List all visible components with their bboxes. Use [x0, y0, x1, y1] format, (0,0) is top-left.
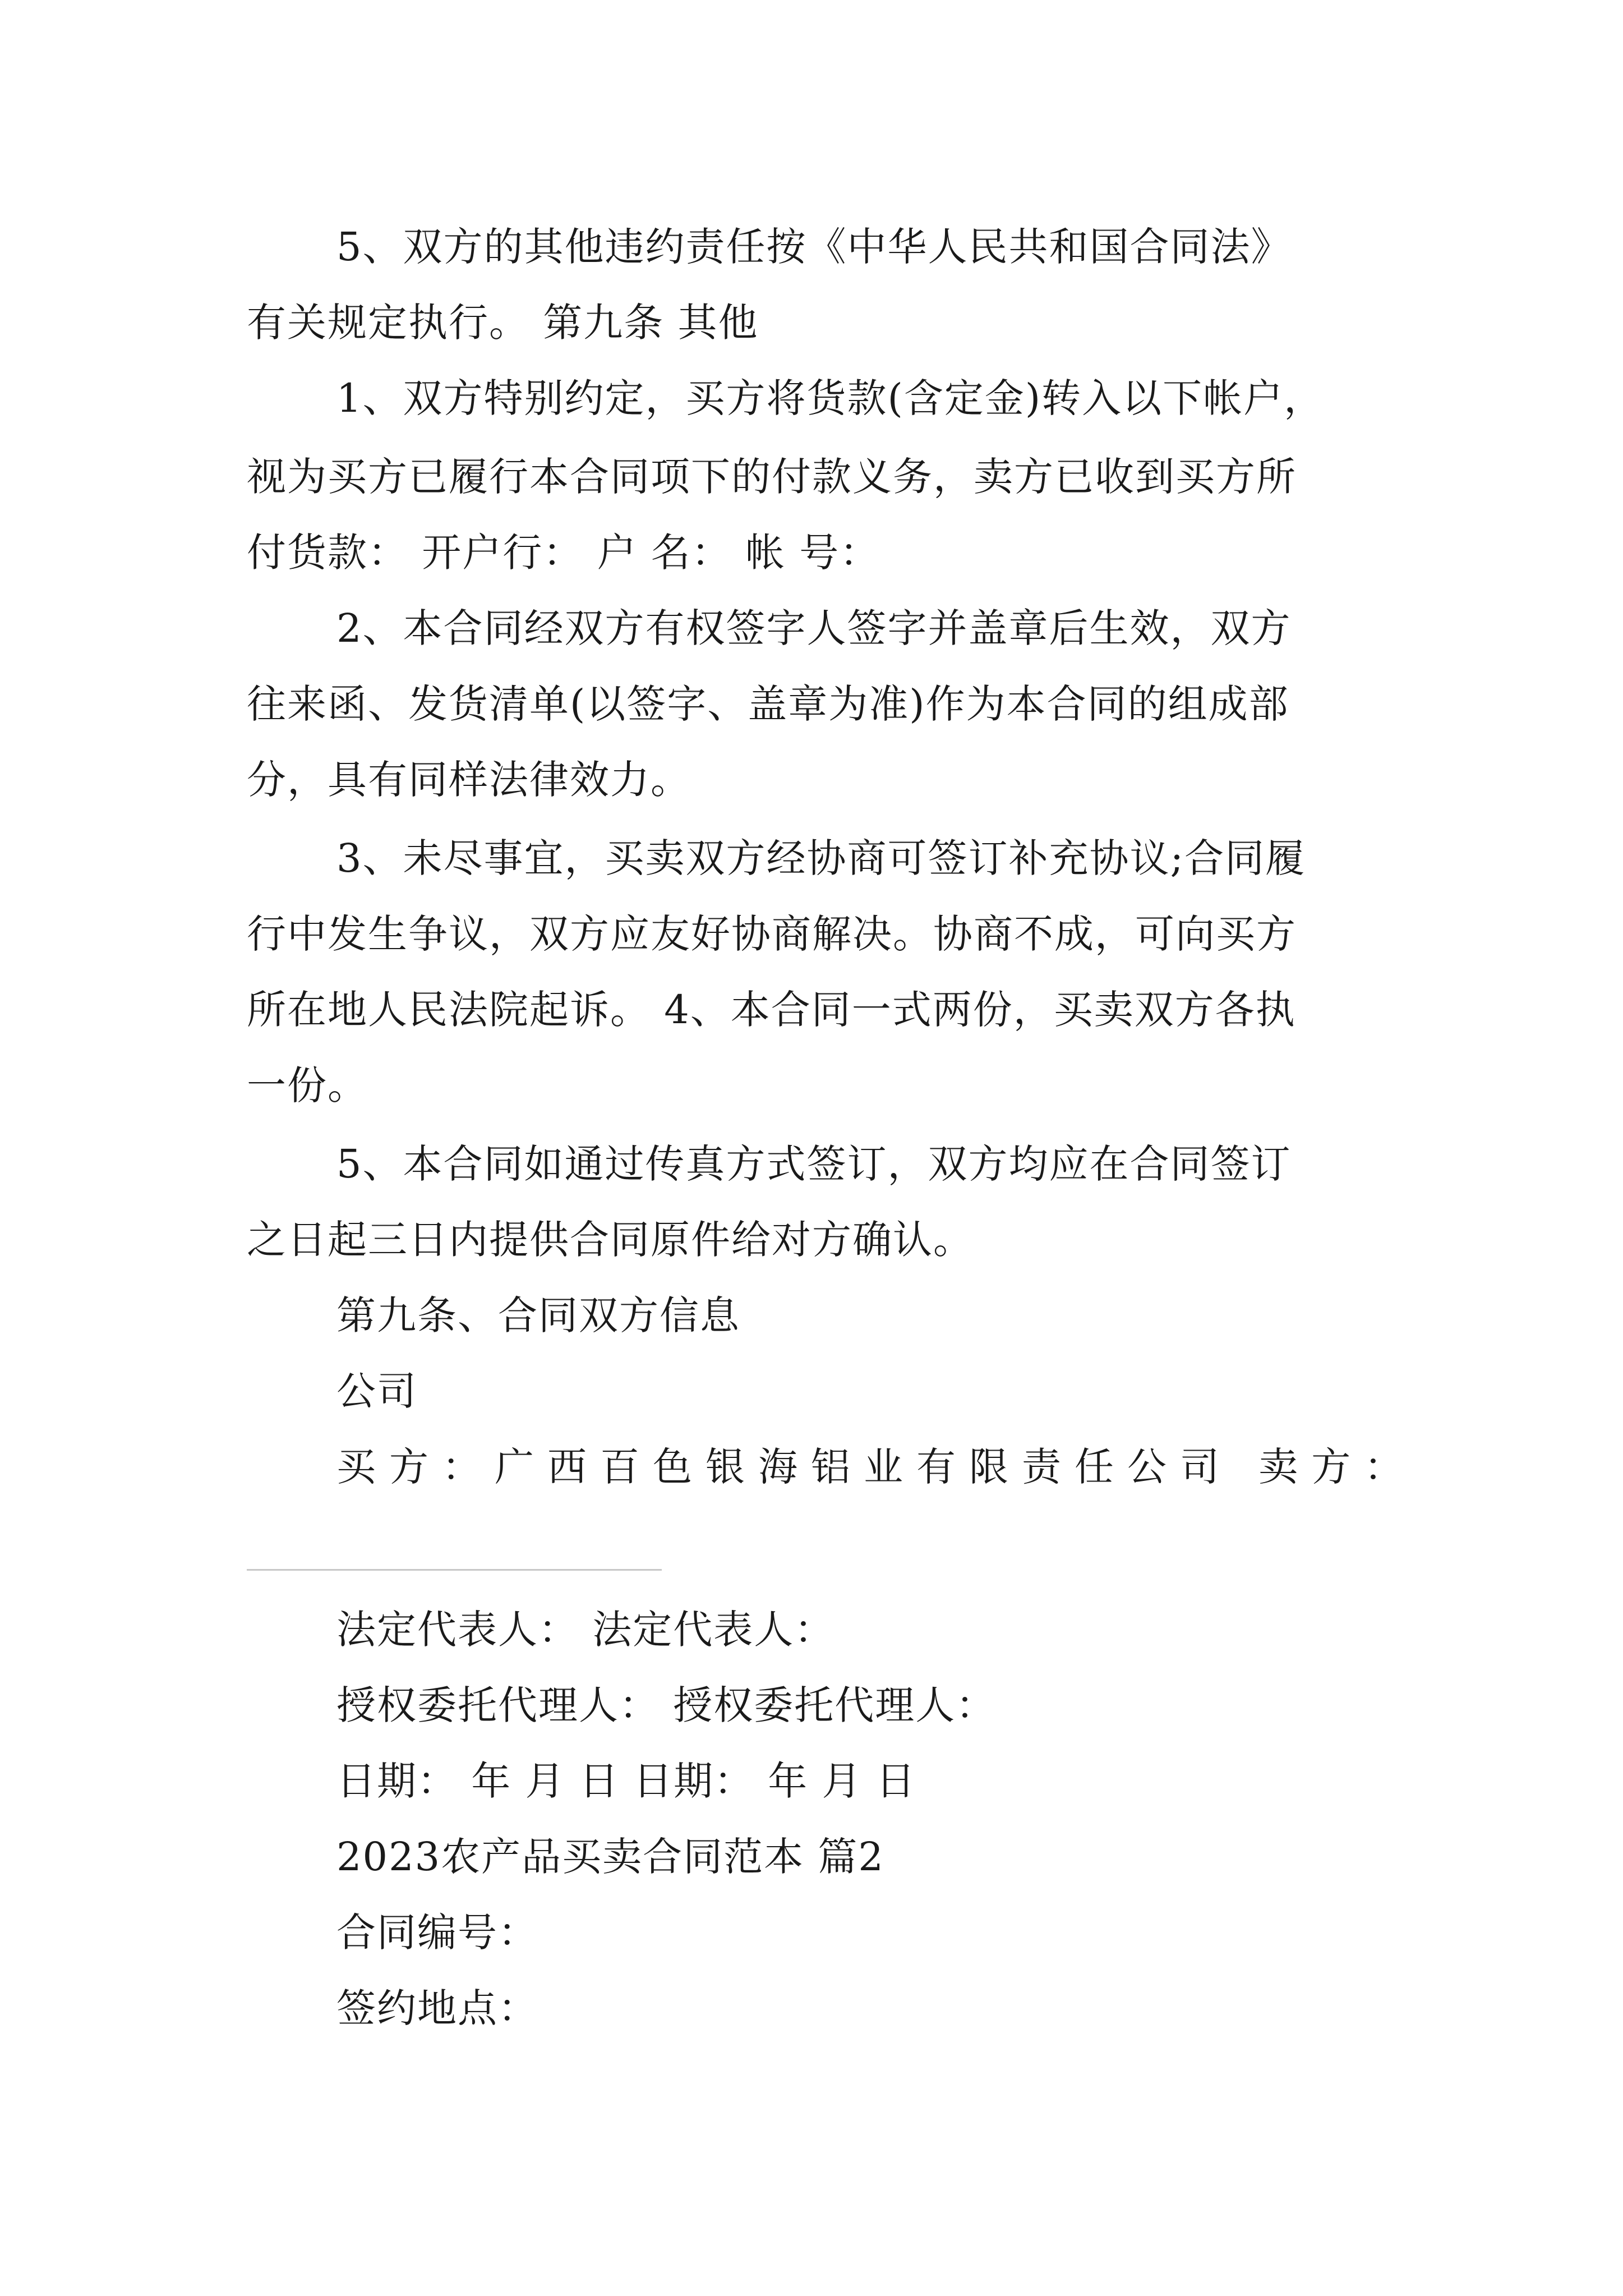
separator-rule [247, 1569, 662, 1571]
signing-place-label: 签约地点： [336, 1985, 538, 2031]
document-title: 2023农产品买卖合同范本 篇2 [336, 1834, 884, 1880]
paragraph-line: 3、未尽事宜，买卖双方经协商可签订补充协议;合同履 [336, 835, 1306, 881]
paragraph-line: 往来函、发货清单(以签字、盖章为准)作为本合同的组成部 [247, 681, 1289, 727]
paragraph-line: 所在地人民法院起诉。 4、本合同一式两份，买卖双方各执 [247, 987, 1296, 1033]
paragraph-line: 行中发生争议，双方应友好协商解决。协商不成，可向买方 [247, 911, 1297, 957]
paragraph-line: 1、双方特别约定，买方将货款(含定金)转入以下帐户， [336, 375, 1325, 421]
paragraph-line: 之日起三日内提供合同原件给对方确认。 [247, 1217, 974, 1263]
signature-line: 授权委托代理人： 授权委托代理人： [336, 1682, 997, 1728]
paragraph-line: 视为买方已履行本合同项下的付款义务，卖方已收到买方所 [247, 454, 1297, 500]
paragraph-line: 有关规定执行。 第九条 其他 [247, 300, 759, 346]
paragraph-line: 分，具有同样法律效力。 [247, 757, 691, 803]
paragraph-line: 公司 [336, 1368, 417, 1414]
signature-line: 法定代表人： 法定代表人： [336, 1607, 835, 1653]
paragraph-line: 付货款： 开户行： 户 名： 帐 号： [247, 530, 880, 576]
contract-number-label: 合同编号： [336, 1910, 538, 1955]
paragraph-line: 5、本合同如通过传真方式签订，双方均应在合同签订 [336, 1141, 1292, 1187]
section-heading: 第九条、合同双方信息 [336, 1292, 740, 1338]
buyer-seller-line: 买方：广西百色银海铝业有限责任公司 卖方： [336, 1444, 1417, 1490]
paragraph-line: 5、双方的其他违约责任按《中华人民共和国合同法》 [336, 224, 1292, 270]
date-line: 日期： 年 月 日 日期： 年 月 日 [336, 1758, 916, 1804]
paragraph-line: 2、本合同经双方有权签字人签字并盖章后生效，双方 [336, 605, 1292, 651]
paragraph-line: 一份。 [247, 1062, 368, 1108]
